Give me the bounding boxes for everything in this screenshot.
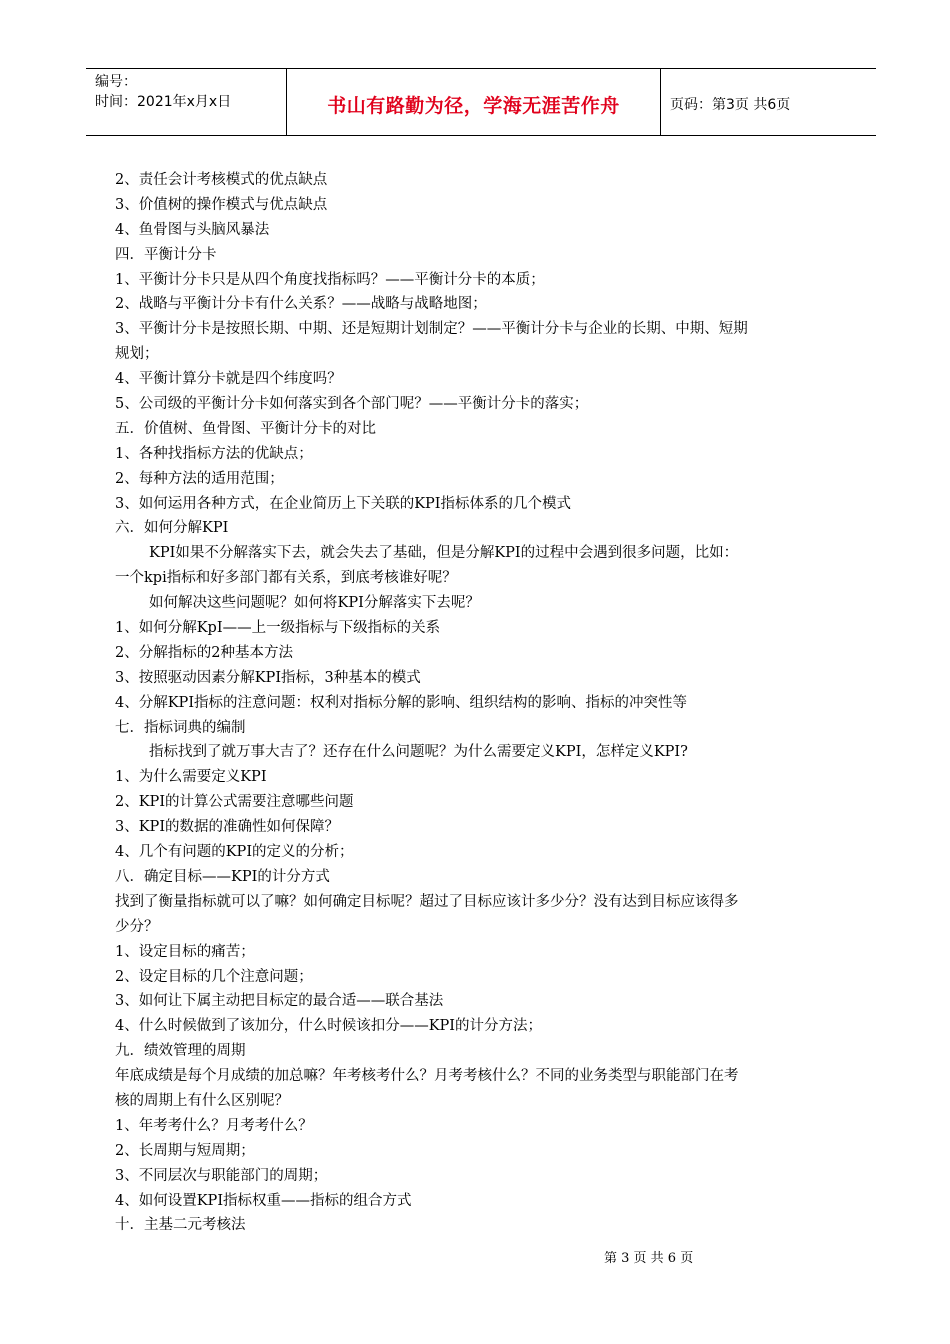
text-line: 3、如何运用各种方式，在企业简历上下关联的KPI指标体系的几个模式 xyxy=(115,495,572,512)
paragraph-line: 年底成绩是每个月成绩的加总嘛？年考核考什么？月考考核什么？不同的业务类型与职能部门在考 xyxy=(115,1068,739,1085)
section-heading: 五．价值树、鱼骨图、平衡计分卡的对比 xyxy=(115,420,376,437)
text-line: 2、责任会计考核模式的优点缺点 xyxy=(115,172,328,188)
document-body xyxy=(115,168,850,1238)
paragraph-line: 找到了衡量指标就可以了嘛？如何确定目标呢？超过了目标应该计多少分？没有达到目标应该得多 xyxy=(115,893,739,910)
paragraph-line: 如何解决这些问题呢？如何将KPI分解落实下去呢？ xyxy=(149,595,480,612)
section-heading: 七．指标词典的编制 xyxy=(115,719,246,736)
paragraph-line: 一个kpi指标和好多部门都有关系，到底考核谁好呢？ xyxy=(115,570,457,587)
text-line: 2、长周期与短周期； xyxy=(115,1142,255,1159)
text-line: 3、如何让下属主动把目标定的最合适——联合基法 xyxy=(115,993,444,1010)
text-line: 4、什么时候做到了该加分，什么时候该扣分——KPI的计分方法； xyxy=(115,1018,543,1035)
text-line: 3、平衡计分卡是按照长期、中期、还是短期计划制定？——平衡计分卡与企业的长期、中期、短期 xyxy=(115,321,748,338)
section-heading: 八．确定目标——KPI的计分方式 xyxy=(115,868,330,885)
text-line: 1、如何分解KpI——上一级指标与下级指标的关系 xyxy=(115,620,441,637)
text-line: 2、设定目标的几个注意问题； xyxy=(115,968,313,985)
text-line: 4、鱼骨图与头脑风暴法 xyxy=(115,221,270,238)
text-line: 2、KPI的计算公式需要注意哪些问题 xyxy=(115,794,354,811)
text-line: 1、平衡计分卡只是从四个角度找指标吗？——平衡计分卡的本质； xyxy=(115,271,545,288)
text-line: 4、几个有问题的KPI的定义的分析； xyxy=(115,844,354,861)
header-motto: 书山有路勤为径，学海无涯苦作舟 xyxy=(327,95,620,117)
text-line: 1、年考考什么？月考考什么？ xyxy=(115,1117,313,1134)
text-line: 3、KPI的数据的准确性如何保障？ xyxy=(115,819,340,836)
text-line: 1、设定目标的痛苦； xyxy=(115,943,255,960)
text-line: 1、各种找指标方法的优缺点； xyxy=(115,445,313,462)
text-line: 2、战略与平衡计分卡有什么关系？——战略与战略地图； xyxy=(115,296,487,313)
text-line: 2、每种方法的适用范围； xyxy=(115,470,284,487)
header-page-code: 页码：第3页 共6页 xyxy=(670,97,791,113)
text-line: 3、价值树的操作模式与优点缺点 xyxy=(115,196,328,213)
page-footer: 第 3 页 共 6 页 xyxy=(604,1251,694,1266)
text-line: 规划； xyxy=(115,346,159,363)
document-header xyxy=(86,68,876,136)
section-heading: 四．平衡计分卡 xyxy=(115,246,217,263)
paragraph-line: 少分？ xyxy=(115,918,159,935)
document-number-label: 编号： xyxy=(95,74,137,90)
text-line: 4、如何设置KPI指标权重——指标的组合方式 xyxy=(115,1192,412,1209)
text-line: 4、分解KPI指标的注意问题：权利对指标分解的影响、组织结构的影响、指标的冲突性等 xyxy=(115,694,688,711)
header-motto-cell xyxy=(287,69,661,135)
header-info-cell xyxy=(86,69,287,135)
section-heading: 九．绩效管理的周期 xyxy=(115,1043,246,1060)
text-line: 3、按照驱动因素分解KPI指标，3种基本的模式 xyxy=(115,669,421,686)
text-line: 4、平衡计算分卡就是四个纬度吗？ xyxy=(115,371,342,388)
text-line: 5、公司级的平衡计分卡如何落实到各个部门呢？——平衡计分卡的落实； xyxy=(115,396,589,413)
document-time-label: 时间：2021年x月x日 xyxy=(95,94,232,110)
header-page-cell xyxy=(661,69,876,135)
section-heading: 十．主基二元考核法 xyxy=(115,1217,246,1234)
paragraph-line: KPI如果不分解落实下去，就会失去了基础，但是分解KPI的过程中会遇到很多问题，比如： xyxy=(149,545,739,562)
text-line: 1、为什么需要定义KPI xyxy=(115,769,267,786)
paragraph-line: 指标找到了就万事大吉了？还存在什么问题呢？为什么需要定义KPI，怎样定义KPI? xyxy=(149,744,688,761)
paragraph-line: 核的周期上有什么区别呢？ xyxy=(115,1092,289,1109)
text-line: 3、不同层次与职能部门的周期； xyxy=(115,1167,328,1184)
section-heading: 六．如何分解KPI xyxy=(115,520,229,537)
text-line: 2、分解指标的2种基本方法 xyxy=(115,644,293,661)
